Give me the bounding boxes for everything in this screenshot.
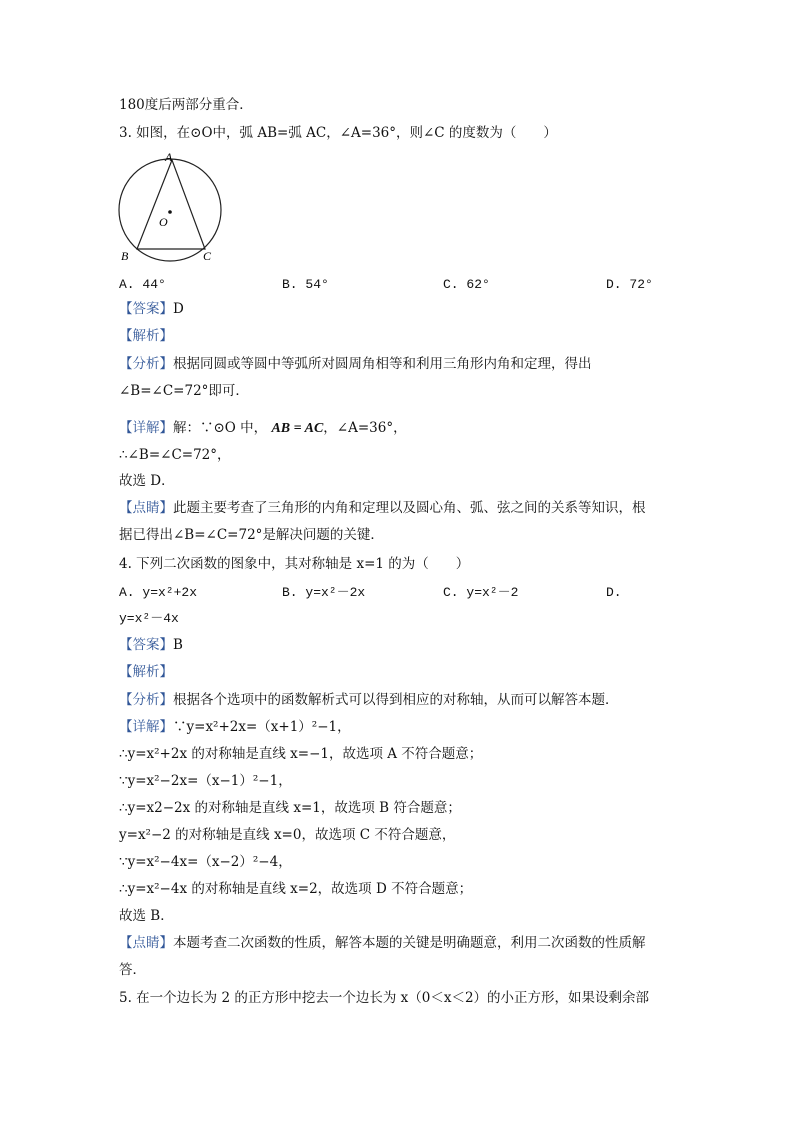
q4-option-c: C. y=x²－2 — [443, 585, 519, 600]
xiangjie-3-line2: ∴∠B=∠C=72°， — [119, 447, 231, 463]
xiangjie-4 — [119, 718, 351, 736]
option-a: A. 44° — [119, 277, 166, 292]
xiangjie-text-2: ，∠A=36°， — [323, 420, 407, 436]
circle-figure — [117, 152, 225, 264]
fenxi-3 — [119, 355, 592, 373]
answer-value: D — [173, 301, 184, 317]
label-o: O — [159, 215, 168, 229]
answer-tag: 【答案】 — [119, 637, 173, 653]
answer-4 — [119, 636, 183, 654]
xiangjie-4-line4: ∴y=x2−2x 的对称轴是直线 x=1，故选项 B 符合题意； — [119, 800, 461, 816]
fenxi-text: 根据同圆或等圆中等弧所对圆周角相等和利用三角形内角和定理，得出 — [173, 356, 592, 372]
xiangjie-4-line7: ∴y=x²−4x 的对称轴是直线 x=2，故选项 D 不符合题意； — [119, 881, 473, 897]
dianjing-text: 此题主要考查了三角形的内角和定理以及圆心角、弧、弦之间的关系等知识，根 — [173, 500, 646, 516]
dianjing-3 — [119, 499, 646, 517]
xiangjie-4-line3: ∵y=x²−2x=（x−1）²−1， — [119, 773, 292, 789]
dianjing-3-cont: 据已得出∠B=∠C=72°是解决问题的关键． — [119, 527, 384, 543]
answer-value: B — [173, 637, 183, 653]
xiangjie-4-line8: 故选 B． — [119, 908, 174, 924]
xiangjie-text: ∵y=x²+2x=（x+1）²−1， — [173, 719, 351, 735]
fenxi-text: 根据各个选项中的函数解析式可以得到相应的对称轴，从而可以解答本题． — [173, 692, 619, 708]
fenxi-4 — [119, 691, 619, 709]
xiangjie-4-line6: ∵y=x²−4x=（x−2）²−4， — [119, 854, 292, 870]
question-4: 4. 下列二次函数的图象中，其对称轴是 x=1 的为（ ） — [119, 556, 470, 572]
fenxi-tag: 【分析】 — [119, 356, 173, 372]
dianjing-4-cont: 答． — [119, 962, 146, 978]
question-3: 3. 如图，在⊙O中，弧 AB=弧 AC，∠A=36°，则∠C 的度数为（ ） — [119, 125, 557, 141]
fenxi-3-cont: ∠B=∠C=72°即可． — [119, 383, 249, 399]
xiangjie-4-line2: ∴y=x²+2x 的对称轴是直线 x=−1，故选项 A 不符合题意； — [119, 746, 483, 762]
xiangjie-tag: 【详解】 — [119, 719, 173, 735]
text-line: 180度后两部分重合． — [119, 97, 253, 113]
center-dot — [168, 210, 172, 214]
xiangjie-3 — [119, 419, 407, 438]
label-b: B — [121, 249, 129, 263]
dianjing-tag: 【点睛】 — [119, 500, 173, 516]
option-d: D. 72° — [606, 277, 653, 292]
q4-option-d: D. — [606, 585, 622, 600]
dianjing-tag: 【点睛】 — [119, 935, 173, 951]
q4-option-b: B. y=x²－2x — [282, 585, 366, 600]
triangle-abc — [137, 160, 205, 249]
analysis-3: 【解析】 — [119, 328, 173, 344]
analysis-4: 【解析】 — [119, 664, 173, 680]
label-a: A — [165, 152, 173, 164]
q4-option-d-value: y=x²－4x — [119, 611, 179, 626]
option-b: B. 54° — [282, 277, 329, 292]
xiangjie-text: 解：∵⊙O 中， — [173, 420, 268, 436]
dianjing-text: 本题考查二次函数的性质，解答本题的关键是明确题意，利用二次函数的性质解 — [173, 935, 646, 951]
xiangjie-tag: 【详解】 — [119, 420, 173, 436]
answer-3 — [119, 300, 184, 318]
question-5: 5. 在一个边长为 2 的正方形中挖去一个边长为 x（0＜x＜2）的小正方形，如果设剩余部 — [119, 990, 650, 1006]
circle-o — [119, 159, 221, 261]
dianjing-4 — [119, 934, 646, 952]
xiangjie-3-line3: 故选 D． — [119, 473, 175, 489]
option-c: C. 62° — [443, 277, 490, 292]
fenxi-tag: 【分析】 — [119, 692, 173, 708]
q4-option-a: A. y=x²+2x — [119, 585, 198, 600]
xiangjie-4-line5: y=x²−2 的对称轴是直线 x=0，故选项 C 不符合题意， — [119, 827, 456, 843]
arc-formula: AB = AC — [271, 421, 324, 436]
answer-tag: 【答案】 — [119, 301, 173, 317]
label-c: C — [203, 249, 212, 263]
